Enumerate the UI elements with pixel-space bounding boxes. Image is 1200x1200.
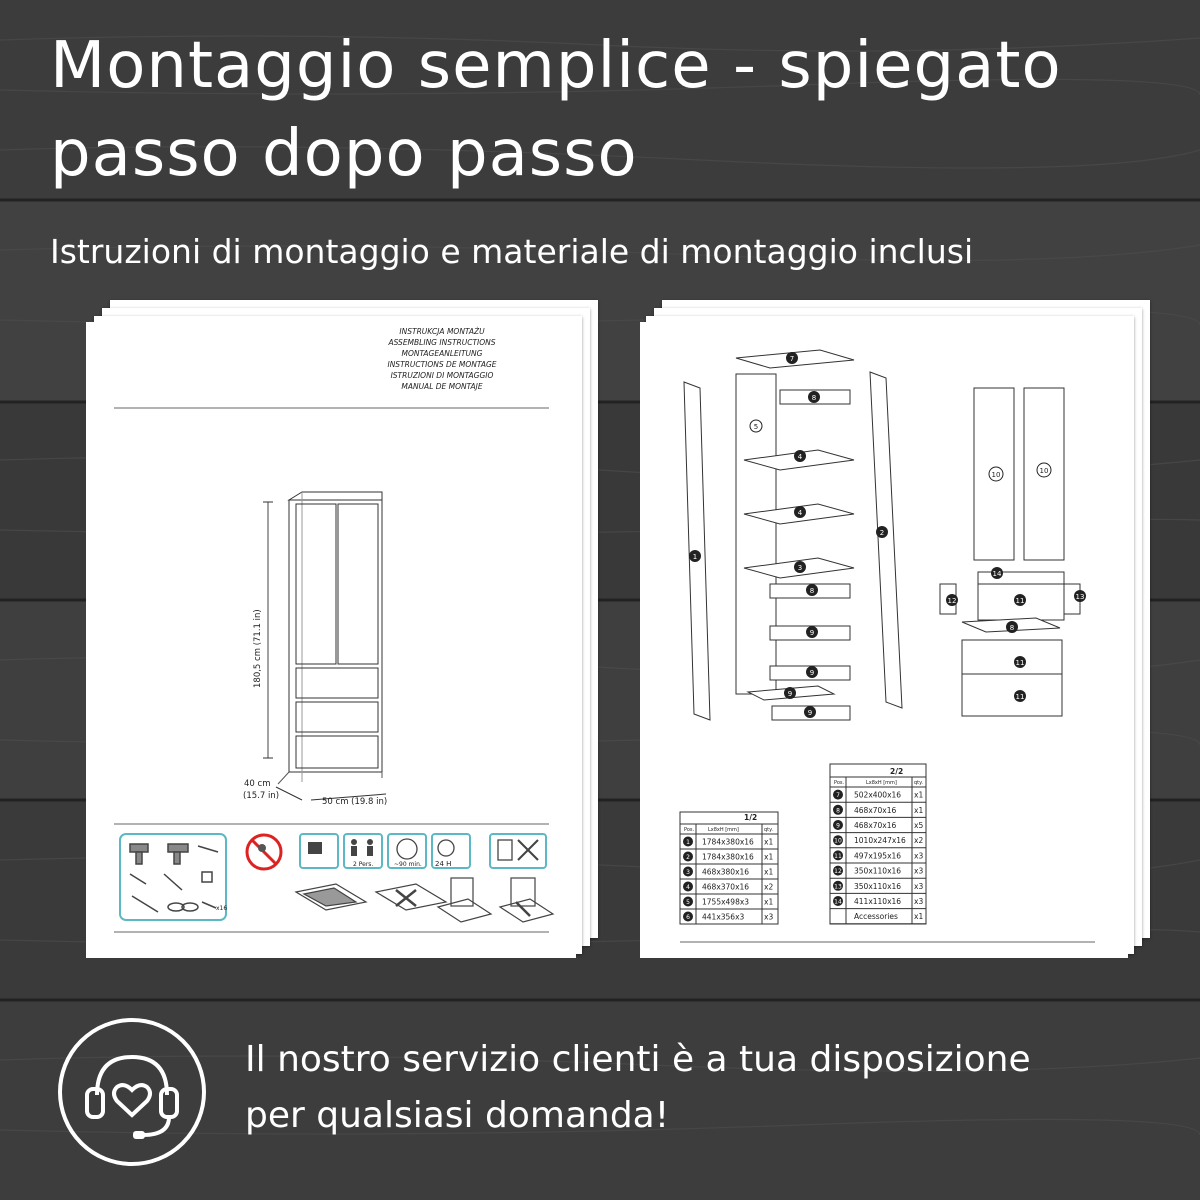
part-label: 10	[1039, 467, 1049, 475]
part-label: 10	[991, 471, 1001, 479]
row-pos: 7	[836, 792, 840, 800]
row-size: 502x400x16	[854, 790, 902, 800]
table2-title: 2/2	[890, 767, 904, 776]
headline	[50, 22, 1170, 198]
row-size: 441x356x3	[702, 912, 745, 922]
assembly-tips-pictograms	[296, 878, 553, 922]
parts-table-2	[830, 764, 926, 924]
screws-count: x16	[216, 905, 228, 912]
part-label: 9	[809, 669, 815, 677]
row-size: 1784x380x16	[702, 837, 754, 847]
part-label: 4	[797, 453, 803, 461]
part-label: 4	[797, 509, 803, 517]
row-size: 1755x498x3	[702, 897, 750, 907]
part-label: 8	[1009, 624, 1015, 632]
row-size: 468x370x16	[702, 882, 750, 892]
table2-col-qty: qty.	[914, 780, 923, 786]
row-pos: 14	[834, 898, 842, 906]
part-label: 11	[1015, 659, 1025, 667]
row-qty: x3	[764, 912, 774, 922]
dim-depth-label-1: 40 cm	[244, 779, 271, 789]
right-instruction-page	[640, 322, 1128, 958]
left-instruction-page	[86, 322, 576, 958]
row-pos: 9	[836, 822, 840, 830]
headline-line-1: Montaggio semplice - spiegato	[50, 29, 1062, 103]
table1-col-qty: qty.	[764, 827, 773, 833]
footer-line-1: Il nostro servizio clienti è a tua disposizione	[245, 1039, 1031, 1080]
left-page-drawing	[86, 322, 576, 958]
row-size: Accessories	[854, 912, 898, 922]
row-qty: x1	[764, 897, 774, 907]
header-line-1: INSTRUKCJA MONTAŻU	[399, 327, 485, 336]
row-pos: 5	[686, 899, 690, 906]
part-label: 12	[947, 597, 957, 605]
header-line-2: ASSEMBLING INSTRUCTIONS	[388, 338, 496, 347]
row-qty: x1	[764, 867, 774, 877]
row-size: 350x110x16	[854, 881, 902, 891]
part-label: 8	[811, 394, 817, 402]
part-label: 7	[789, 355, 795, 363]
row-qty: x2	[914, 836, 924, 846]
header-line-4: INSTRUCTIONS DE MONTAGE	[387, 360, 497, 369]
hours-label: 24 H	[435, 860, 452, 868]
headline-line-2: passo dopo passo	[50, 117, 638, 191]
part-label: 14	[992, 570, 1002, 578]
row-size: 350x110x16	[854, 866, 902, 876]
table2-col-pos: Pos.	[834, 780, 845, 786]
parts-table-1	[680, 812, 778, 924]
row-pos: 10	[834, 837, 842, 845]
row-size: 468x70x16	[854, 805, 897, 815]
table1-col-pos: Pos.	[684, 827, 695, 833]
no-children-icon	[247, 835, 281, 869]
row-qty: x5	[914, 821, 924, 830]
customer-support-headset-heart-icon	[57, 1017, 207, 1167]
part-label: 1	[692, 553, 698, 561]
part-label: 9	[809, 629, 815, 637]
customer-service-message	[245, 1032, 1165, 1144]
dim-depth-label-2: (15.7 in)	[243, 791, 280, 801]
right-page-drawing	[640, 322, 1128, 958]
row-size: 468x380x16	[702, 867, 750, 877]
part-label: 3	[797, 564, 803, 572]
row-qty: x3	[914, 897, 924, 906]
table1-title: 1/2	[744, 813, 758, 822]
row-pos: 13	[834, 883, 842, 891]
row-pos: 12	[834, 868, 842, 876]
row-qty: x1	[914, 912, 924, 922]
row-size: 497x195x16	[854, 851, 902, 861]
row-pos: 4	[686, 884, 690, 891]
row-qty: x1	[914, 790, 924, 800]
row-pos: 3	[686, 869, 690, 876]
header-line-5: ISTRUZIONI DI MONTAGGIO	[390, 371, 494, 380]
part-label: 13	[1075, 593, 1085, 601]
table2-col-size: Lx8xH [mm]	[866, 780, 897, 786]
info-icons	[300, 834, 546, 868]
subtitle: Istruzioni di montaggio e materiale di montaggio inclusi	[50, 232, 974, 271]
tools-icons	[130, 844, 218, 912]
time-label: ~90 min.	[394, 861, 422, 868]
row-size: 1784x380x16	[702, 852, 754, 862]
header-line-3: MONTAGEANLEITUNG	[401, 349, 483, 358]
row-size: 411x110x16	[854, 897, 902, 906]
dim-width-label: 50 cm (19.8 in)	[322, 797, 388, 807]
footer-line-2: per qualsiasi domanda!	[245, 1095, 670, 1136]
persons-label: 2 Pers.	[353, 861, 374, 868]
part-label: 11	[1015, 597, 1025, 605]
wardrobe-drawing	[263, 492, 386, 800]
row-qty: x3	[914, 851, 924, 861]
row-qty: x3	[914, 881, 924, 891]
row-qty: x1	[764, 852, 774, 862]
row-size: 1010x247x16	[854, 836, 906, 846]
part-label: 11	[1015, 693, 1025, 701]
part-label: 2	[879, 529, 885, 537]
row-pos: 11	[834, 852, 842, 860]
row-pos: 8	[836, 807, 840, 815]
header-line-6: MANUAL DE MONTAJE	[401, 382, 483, 391]
part-label: 9	[807, 709, 813, 717]
row-pos: 2	[686, 854, 690, 861]
row-qty: x1	[764, 837, 774, 847]
row-qty: x3	[914, 866, 924, 876]
part-label: 9	[787, 690, 793, 698]
row-pos: 1	[686, 839, 690, 846]
part-label: 8	[809, 587, 815, 595]
row-pos: 6	[686, 914, 690, 921]
part-label: 5	[753, 423, 759, 431]
row-qty: x2	[764, 882, 774, 892]
dim-height-label: 180,5 cm (71.1 in)	[253, 609, 263, 688]
table1-col-size: Lx8xH [mm]	[708, 827, 739, 833]
row-qty: x1	[914, 805, 924, 815]
row-size: 468x70x16	[854, 821, 897, 830]
